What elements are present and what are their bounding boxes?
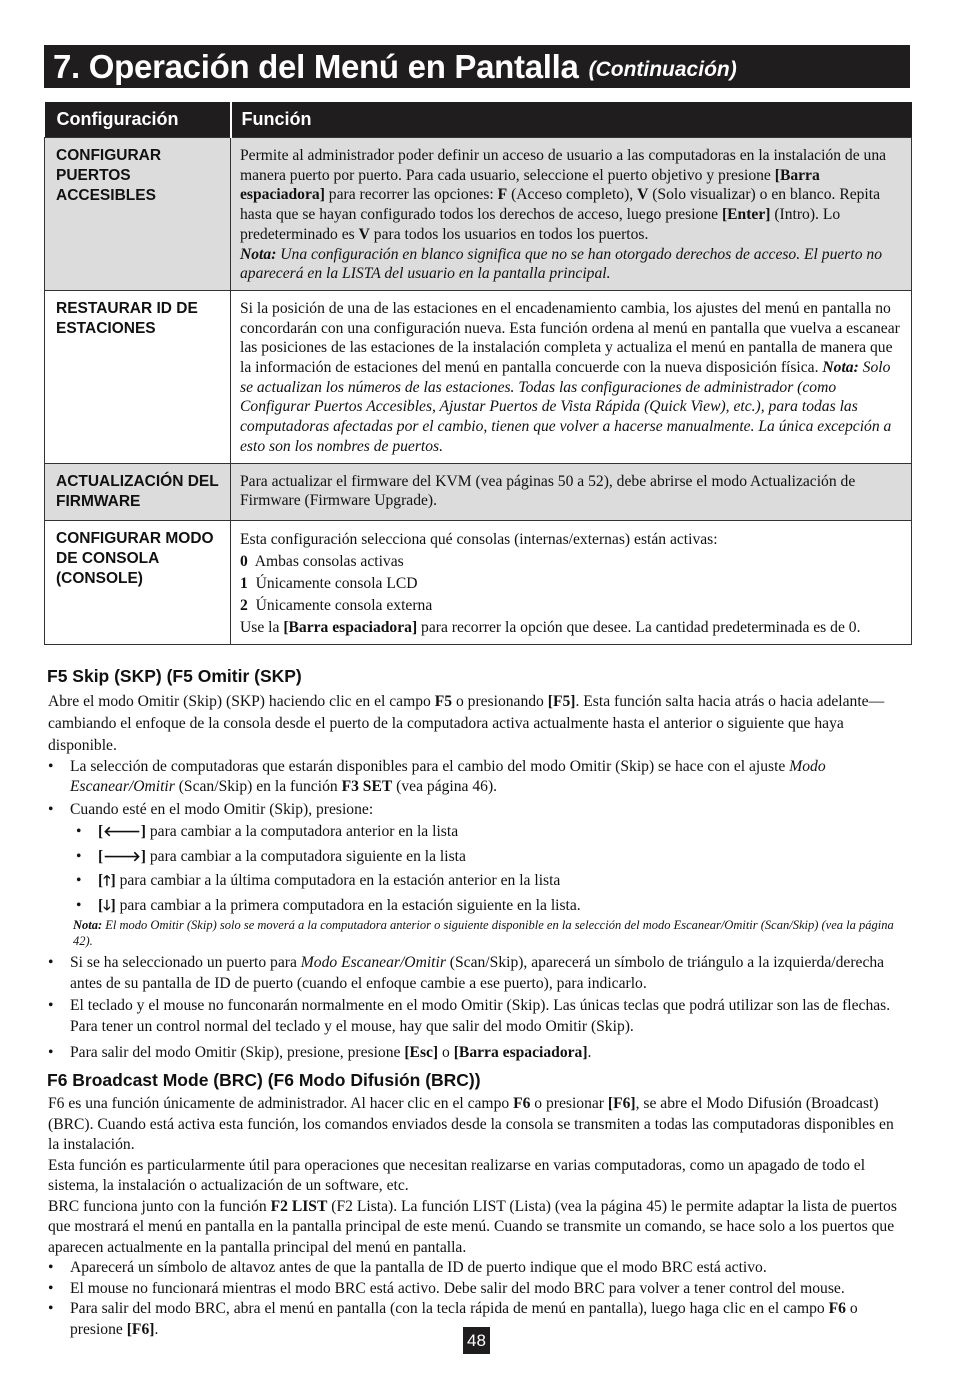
table-note: Nota: Solo se actualizan los números de las estaciones. Todas las configuraciones de administrador (como Configurar Puertos Accesibles, Ajustar Puertos de Vista Rápida (Quick View), etc.), para todas las computadoras afectadas por el cambio, tienen que volver a hacerse manualmente. La única excepción a esto son los nombres de puertos. (240, 359, 892, 455)
setting-name: ACTUALIZACIÓN DEL FIRMWARE (45, 463, 231, 520)
arrow-right-icon: 🡒 (103, 848, 141, 865)
table-row (45, 290, 912, 463)
list-item: • El teclado y el mouse no funconarán normalmente en el modo Omitir (Skip). Las únicas teclas que podrá utilizar son las de flechas. Para tener un control normal del teclado y el mouse, hay que salir del modo Omitir (Skip). (48, 996, 908, 1037)
arrow-up-icon: 🡑 (103, 873, 111, 889)
list-item: • Para salir del modo BRC, abra el menú en pantalla (con la tecla rápida de menú en pantalla), luego haga clic en el campo F6 o presione [F6]. (48, 1299, 908, 1340)
list-item: • Aparecerá un símbolo de altavoz antes de que la pantalla de ID de puerto indique que el modo BRC está activo. (48, 1258, 908, 1279)
f5-intro: Abre el modo Omitir (Skip) (SKP) haciendo clic en el campo F5 o presionando [F5]. Esta función salta hacia atrás o hacia adelante—cambiando el enfoque de la consola desde el puerto de la computadora activa actualmente hasta el anterior o siguiente que haya disponible. (48, 692, 885, 754)
list-item: • Para salir del modo Omitir (Skip), presione, presione [Esc] o [Barra espaciadora]. (48, 1043, 908, 1064)
setting-description: Permite al administrador poder definir un acceso de usuario a las computadoras en la instalación de una manera puerto por puerto. Para cada usuario, seleccione el puerto objetivo y presione [Barra espaciadora] para recorrer las opciones: F (Acceso completo), V (Solo visualizar) o en blanco. Repita hasta que se hayan configurado todos los derechos de acceso, luego presione [Enter] (Intro). Lo predeterminado es V para todos los usuarios en todos los puertos. Nota: Una configuración en blanco significa que no se han otorgado derechos de acceso. El puerto no aparecerá en la LISTA del usuario en la pantalla principal. (231, 138, 912, 291)
table-row (45, 138, 912, 291)
setting-description: Si la posición de una de las estaciones en el encadenamiento cambia, los ajustes del menú en pantalla no concordarán con una configuración nueva. Esta función ordena al menú en pantalla que vuelva a escanear las posiciones de las estaciones de la instalación completa y actualiza el menú en pantalla de manera que la información de estaciones del menú en pantalla concuerde con la nueva disposición física. Nota: Solo se actualizan los números de las estaciones. Todas las configuraciones de administrador (como Configurar Puertos Accesibles, Ajustar Puertos de Vista Rápida (Quick View), etc.), para todas las computadoras afectadas por el cambio, tienen que volver a hacerse manualmente. La única excepción a esto son los nombres de puertos. (231, 290, 912, 463)
f5-bullets (48, 757, 908, 919)
page-title: 7. Operación del Menú en Pantalla (53, 47, 579, 85)
f6-heading: F6 Broadcast Mode (BRC) (F6 Modo Difusión (BRC)) (47, 1069, 481, 1090)
setting-description: Para actualizar el firmware del KVM (vea páginas 50 a 52), debe abrirse el modo Actualización de Firmware (Firmware Upgrade). (231, 463, 912, 520)
list-item: • [🡐] para cambiar a la computadora anterior en la lista (76, 820, 908, 845)
settings-table (44, 102, 912, 645)
page-subtitle: (Continuación) (588, 57, 737, 81)
arrow-key-list (48, 820, 908, 918)
console-option: 0 Ambas consolas activas (240, 552, 404, 570)
table-row (45, 520, 912, 644)
console-option: 1 Únicamente consola LCD (240, 574, 418, 592)
setting-name: RESTAURAR ID DE ESTACIONES (45, 290, 231, 463)
f6-intro: F6 es una función únicamente de administrador. Al hacer clic en el campo F6 o presionar [F6], se abre el Modo Difusión (Broadcast) (BRC). Cuando está activa esta función, los comandos enviados desde la consola se transmiten a todas las computadoras disponibles en la instalación. (48, 1095, 894, 1153)
arrow-down-icon: 🡓 (103, 897, 111, 914)
f6-paragraph: Esta función es particularmente útil para operaciones que necesitan realizarse en varias computadoras, como un apagado de todo el sistema, la instalación o actualización de un software, etc. (48, 1156, 866, 1194)
body-text (48, 666, 908, 1340)
setting-name: CONFIGURAR MODO DE CONSOLA (CONSOLE) (45, 520, 231, 644)
list-item: • [🡒] para cambiar a la computadora siguiente en la lista (76, 845, 908, 870)
table-row (45, 463, 912, 520)
list-item: • La selección de computadoras que estarán disponibles para el cambio del modo Omitir (Skip) se hace con el ajuste Modo Escanear/Omitir (Scan/Skip) en la función F3 SET (vea página 46). (48, 757, 908, 798)
list-item: • [🡓] para cambiar a la primera computadora en la estación siguiente en la lista. (76, 894, 908, 919)
console-option: 2 Únicamente consola externa (240, 596, 433, 614)
f5-heading: F5 Skip (SKP) (F5 Omitir (SKP) (47, 666, 302, 686)
setting-name: CONFIGURAR PUERTOS ACCESIBLES (45, 138, 231, 291)
skip-note: Nota: El modo Omitir (Skip) solo se moverá a la computadora anterior o siguiente disponible en la selección del modo Escanear/Omitir (Scan/Skip) (vea la página 42). (73, 918, 894, 948)
section-title-bar (44, 45, 910, 88)
f6-paragraph: BRC funciona junto con la función F2 LIST (F2 Lista). La función LIST (Lista) (vea la página 45) le permite adaptar la lista de puertos que mostrará el menú en pantalla en la pantalla principal de este menú. Cuando se transmite un comando, se hace solo a los puertos que aparecen actualmente en la pantalla principal del menú en pantalla. (48, 1197, 897, 1256)
list-item: • Si se ha seleccionado un puerto para Modo Escanear/Omitir (Scan/Skip), aparecerá un símbolo de triángulo a la izquierda/derecha antes de su pantalla de ID de puerto (cuando el enfoque cambie a ese puerto), para indicarlo. (48, 953, 908, 994)
table-header-row (45, 102, 912, 138)
table-note: Nota: Una configuración en blanco significa que no se han otorgado derechos de acceso. El puerto no aparecerá en la LISTA del usuario en la pantalla principal. (240, 245, 882, 283)
list-item: • El mouse no funcionará mientras el modo BRC está activo. Debe salir del modo BRC para volver a tener control del mouse. (48, 1279, 908, 1300)
list-item: • [🡑] para cambiar a la última computadora en la estación anterior en la lista (76, 869, 908, 894)
arrow-left-icon: 🡐 (103, 824, 141, 840)
page-number: 48 (463, 1327, 490, 1354)
list-item: • Cuando esté en el modo Omitir (Skip), presione: • [🡐] para cambiar a la computadora anterior en la lista • [🡒] para cambiar a la computadora siguiente en la lista • [🡑] para cambiar a la última computadora en la estación anterior en la lista • [🡓] para cambiar a la primera computadora en la estación siguiente en la lista. (48, 800, 908, 919)
column-header-config: Configuración (45, 102, 231, 138)
setting-description: Esta configuración selecciona qué consolas (internas/externas) están activas: 0 Ambas consolas activas 1 Únicamente consola LCD 2 Únicamente consola externa Use la [Barra espaciadora] para recorrer la opción que desee. La cantidad predeterminada es de 0. (231, 520, 912, 644)
column-header-function: Función (231, 102, 912, 138)
